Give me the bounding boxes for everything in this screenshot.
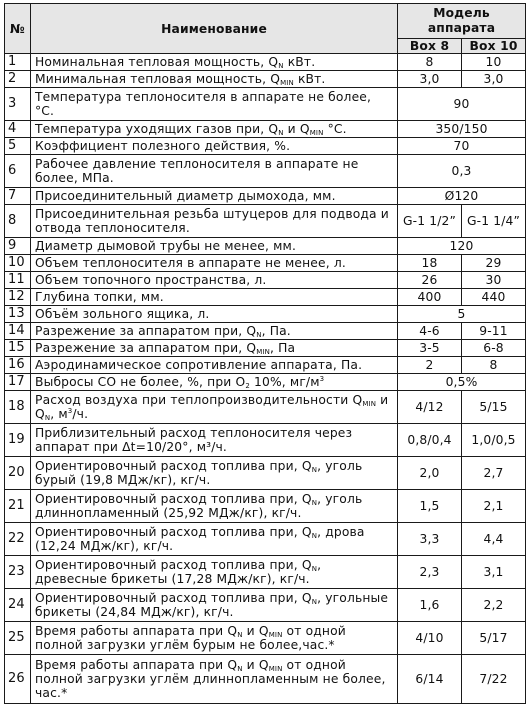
parameter-text: Ориентировочный расход топлива при, Q (35, 459, 312, 473)
specs-table (4, 3, 526, 704)
value-box10: 2,7 (462, 457, 526, 490)
parameter-text: Время работы аппарата при Q (35, 658, 238, 672)
subscript: MIN (256, 348, 270, 356)
parameter-text: , древесные брикеты (17,28 МДж/кг), кг/ч. (35, 558, 322, 586)
value-box10: 5/17 (462, 622, 526, 655)
row-number: 6 (5, 155, 31, 188)
parameter-text: Температура теплоносителя в аппарате не более, °С. (35, 90, 372, 118)
row-number: 26 (5, 655, 31, 704)
header-name: Наименование (31, 4, 398, 54)
parameter-name (31, 374, 398, 391)
table-row (5, 457, 526, 490)
parameter-text: Номинальная тепловая мощность, Q (35, 55, 279, 69)
value-box8: 2,0 (398, 457, 462, 490)
parameter-text: Минимальная тепловая мощность, Q (35, 72, 281, 86)
row-number: 2 (5, 71, 31, 88)
table-row (5, 306, 526, 323)
parameter-name (31, 490, 398, 523)
table-row (5, 622, 526, 655)
row-number: 1 (5, 54, 31, 71)
parameter-text: 10%, мг/м (249, 375, 320, 389)
header-model-box10: Box 10 (462, 38, 526, 53)
table-row (5, 205, 526, 238)
row-number: 22 (5, 523, 31, 556)
parameter-text: , Па. (261, 324, 291, 338)
row-number: 20 (5, 457, 31, 490)
parameter-text: Коэффициент полезного действия, %. (35, 139, 291, 153)
subscript: N (311, 532, 318, 540)
parameter-text: Присоединительный диаметр дымохода, мм. (35, 189, 336, 203)
value-box8: 26 (398, 272, 462, 289)
subscript: 2 (245, 382, 250, 390)
subscript: MIN (268, 631, 283, 639)
parameter-name (31, 340, 398, 357)
parameter-name (31, 188, 398, 205)
value-both-models: 0,5% (398, 374, 526, 391)
row-number: 8 (5, 205, 31, 238)
parameter-text: Присоединительная резьба штуцеров для подвода и отвода теплоносителя. (35, 207, 389, 235)
row-number: 19 (5, 424, 31, 457)
row-number: 16 (5, 357, 31, 374)
parameter-name (31, 391, 398, 424)
parameter-text: Объем топочного пространства, л. (35, 273, 267, 287)
parameter-name (31, 255, 398, 272)
table-row (5, 121, 526, 138)
subscript: N (311, 565, 318, 573)
value-both-models: 90 (398, 88, 526, 121)
row-number: 23 (5, 556, 31, 589)
subscript: MIN (309, 129, 324, 137)
value-box8: 3-5 (398, 340, 462, 357)
parameter-text: Расход воздуха при теплопроизводительности Q (35, 393, 363, 407)
parameter-text: Диаметр дымовой трубы не менее, мм. (35, 239, 297, 253)
parameter-name (31, 323, 398, 340)
row-number: 21 (5, 490, 31, 523)
value-box8: 3,3 (398, 523, 462, 556)
value-box8: 4/12 (398, 391, 462, 424)
parameter-text: Время работы аппарата при Q (35, 624, 238, 638)
table-row (5, 589, 526, 622)
parameter-text: Рабочее давление теплоносителя в аппарате не более, МПа. (35, 157, 359, 185)
subscript: N (256, 331, 262, 339)
table-row (5, 655, 526, 704)
table-row (5, 71, 526, 88)
parameter-text: , уголь бурый (19,8 МДж/кг), кг/ч. (35, 459, 363, 487)
parameter-text: от одной полной загрузки углём длиннопламенным не более, час.* (35, 658, 386, 700)
parameter-name (31, 71, 398, 88)
value-box8: 0,8/0,4 (398, 424, 462, 457)
parameter-text: от одной полной загрузки углём бурым не более,час.* (35, 624, 346, 652)
parameter-text: , дрова (12,24 МДж/кг), кг/ч. (35, 525, 365, 553)
row-number: 24 (5, 589, 31, 622)
table-row (5, 490, 526, 523)
row-number: 11 (5, 272, 31, 289)
specs-table-container (4, 3, 526, 704)
parameter-text: Выбросы CO не более, %, при O (35, 375, 246, 389)
table-row (5, 391, 526, 424)
value-box8: 2 (398, 357, 462, 374)
header-number: № (5, 4, 31, 54)
row-number: 10 (5, 255, 31, 272)
subscript: N (311, 499, 318, 507)
value-box8: 18 (398, 255, 462, 272)
parameter-name (31, 289, 398, 306)
parameter-text: Ориентировочный расход топлива при, Q (35, 525, 312, 539)
row-number: 5 (5, 138, 31, 155)
value-both-models: 70 (398, 138, 526, 155)
parameter-text: кВт. (283, 55, 316, 69)
value-box8: 1,6 (398, 589, 462, 622)
value-both-models: 120 (398, 238, 526, 255)
row-number: 15 (5, 340, 31, 357)
subscript: MIN (280, 79, 294, 87)
row-number: 17 (5, 374, 31, 391)
value-box10: 440 (462, 289, 526, 306)
row-number: 3 (5, 88, 31, 121)
parameter-text: и Q (242, 658, 269, 672)
value-box10: 4,4 (462, 523, 526, 556)
table-row (5, 289, 526, 306)
table-row (5, 523, 526, 556)
parameter-name (31, 457, 398, 490)
parameter-text: , Па (270, 341, 296, 355)
value-box10: 9-11 (462, 323, 526, 340)
table-row (5, 272, 526, 289)
parameter-text: °С. (323, 122, 347, 136)
parameter-text: Разрежение за аппаратом при, Q (35, 324, 257, 338)
parameter-name (31, 556, 398, 589)
parameter-name (31, 121, 398, 138)
table-row (5, 424, 526, 457)
value-box10: 1,0/0,5 (462, 424, 526, 457)
parameter-text: Разрежение за аппаратом при, Q (35, 341, 257, 355)
value-box10: 10 (462, 54, 526, 71)
value-box10: 7/22 (462, 655, 526, 704)
value-box8: 4/10 (398, 622, 462, 655)
table-row (5, 255, 526, 272)
value-box10: 29 (462, 255, 526, 272)
subscript: N (278, 129, 284, 137)
value-box10: 3,0 (462, 71, 526, 88)
parameter-text: и Q (35, 393, 389, 421)
parameter-text: , угольные брикеты (24,84 МДж/кг), кг/ч. (35, 591, 389, 619)
row-number: 13 (5, 306, 31, 323)
header-model: Модель аппарата (398, 4, 526, 39)
table-header (5, 4, 526, 54)
value-box10: 6-8 (462, 340, 526, 357)
subscript: N (311, 598, 318, 606)
table-row (5, 374, 526, 391)
parameter-text: Аэродинамическое сопротивление аппарата, Па. (35, 358, 363, 372)
row-number: 14 (5, 323, 31, 340)
value-box8: 400 (398, 289, 462, 306)
value-both-models: 0,3 (398, 155, 526, 188)
value-both-models: 350/150 (398, 121, 526, 138)
table-body (5, 54, 526, 704)
header-model-box8: Box 8 (398, 38, 462, 53)
table-row (5, 88, 526, 121)
parameter-text: и Q (283, 122, 310, 136)
value-box8: 4-6 (398, 323, 462, 340)
parameter-text: Ориентировочный расход топлива при, Q (35, 492, 312, 506)
superscript: 3 (319, 375, 325, 383)
table-row (5, 188, 526, 205)
row-number: 18 (5, 391, 31, 424)
parameter-text: , уголь длиннопламенный (25,92 МДж/кг), кг/ч. (35, 492, 363, 520)
row-number: 25 (5, 622, 31, 655)
row-number: 12 (5, 289, 31, 306)
parameter-text: Температура уходящих газов при, Q (35, 122, 279, 136)
parameter-text: Глубина топки, мм. (35, 290, 164, 304)
parameter-name (31, 357, 398, 374)
parameter-name (31, 523, 398, 556)
value-box10: 2,2 (462, 589, 526, 622)
parameter-name (31, 306, 398, 323)
value-both-models: 5 (398, 306, 526, 323)
table-row (5, 556, 526, 589)
subscript: MIN (362, 400, 377, 408)
value-box8: G-1 1/2” (398, 205, 462, 238)
subscript: N (278, 62, 284, 70)
table-row (5, 155, 526, 188)
parameter-text: Ориентировочный расход топлива при, Q (35, 558, 312, 572)
value-box10: 3,1 (462, 556, 526, 589)
table-row (5, 238, 526, 255)
parameter-text: , м (50, 407, 68, 421)
parameter-text: Приблизительный расход теплоносителя через аппарат при Δt=10/20°, м³/ч. (35, 426, 353, 454)
parameter-name (31, 238, 398, 255)
value-box8: 2,3 (398, 556, 462, 589)
parameter-text: Объём зольного ящика, л. (35, 307, 210, 321)
row-number: 9 (5, 238, 31, 255)
parameter-name (31, 205, 398, 238)
parameter-name (31, 155, 398, 188)
value-box8: 6/14 (398, 655, 462, 704)
parameter-text: и Q (242, 624, 269, 638)
row-number: 7 (5, 188, 31, 205)
parameter-name (31, 138, 398, 155)
superscript: 3 (67, 407, 73, 415)
table-row (5, 340, 526, 357)
value-both-models: Ø120 (398, 188, 526, 205)
parameter-text: кВт. (293, 72, 326, 86)
parameter-name (31, 655, 398, 704)
value-box10: 2,1 (462, 490, 526, 523)
row-number: 4 (5, 121, 31, 138)
value-box10: 30 (462, 272, 526, 289)
parameter-text: Объем теплоносителя в аппарате не менее, л. (35, 256, 346, 270)
subscript: N (237, 665, 243, 673)
parameter-text: Ориентировочный расход топлива при, Q (35, 591, 312, 605)
value-box10: G-1 1/4” (462, 205, 526, 238)
subscript: MIN (268, 665, 283, 673)
subscript: N (311, 466, 318, 474)
parameter-name (31, 424, 398, 457)
subscript: N (44, 414, 51, 422)
value-box8: 3,0 (398, 71, 462, 88)
table-row (5, 54, 526, 71)
value-box10: 8 (462, 357, 526, 374)
parameter-name (31, 54, 398, 71)
table-row (5, 138, 526, 155)
value-box8: 8 (398, 54, 462, 71)
parameter-text: /ч. (72, 407, 89, 421)
table-row (5, 323, 526, 340)
value-box10: 5/15 (462, 391, 526, 424)
table-row (5, 357, 526, 374)
subscript: N (237, 631, 243, 639)
parameter-name (31, 589, 398, 622)
parameter-name (31, 88, 398, 121)
value-box8: 1,5 (398, 490, 462, 523)
parameter-name (31, 272, 398, 289)
parameter-name (31, 622, 398, 655)
